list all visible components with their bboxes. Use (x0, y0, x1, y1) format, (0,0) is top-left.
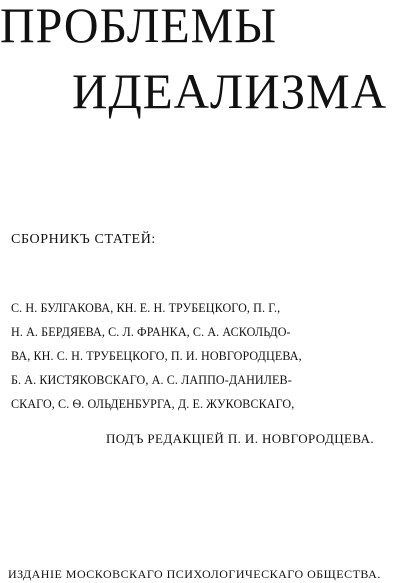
editor-credit: ПОДЪ РЕДАКЦІЕЙ П. И. НОВГОРОДЦЕВА. (106, 431, 375, 446)
subtitle: СБОРНИКЪ СТАТЕЙ: (11, 232, 156, 247)
book-title-line-2: ИДЕАЛИЗМА (72, 63, 388, 119)
authors-list (11, 296, 396, 416)
authors-line: СКАГО, С. Ѳ. ОЛЬДЕНБУРГА, Д. Е. ЖУКОВСКАГО, (11, 397, 295, 411)
book-title-line-1: ПРОБЛЕМЫ (0, 0, 278, 53)
authors-line: Н. А. БЕРДЯЕВА, С. Л. ФРАНКА, С. А. АСКОЛЬДО- (11, 325, 291, 339)
authors-line: ВА, КН. С. Н. ТРУБЕЦКОГО, П. И. НОВГОРОДЦЕВА, (11, 349, 302, 363)
publisher-imprint: ИЗДАНІЕ МОСКОВСКАГО ПСИХОЛОГИЧЕСКАГО ОБЩЕСТВА. (8, 567, 381, 581)
authors-line: Б. А. КИСТЯКОВСКАГО, А. С. ЛАППО-ДАНИЛЕВ- (11, 373, 292, 387)
authors-line: С. Н. БУЛГАКОВА, КН. Е. Н. ТРУБЕЦКОГО, П. Г., (11, 301, 281, 315)
